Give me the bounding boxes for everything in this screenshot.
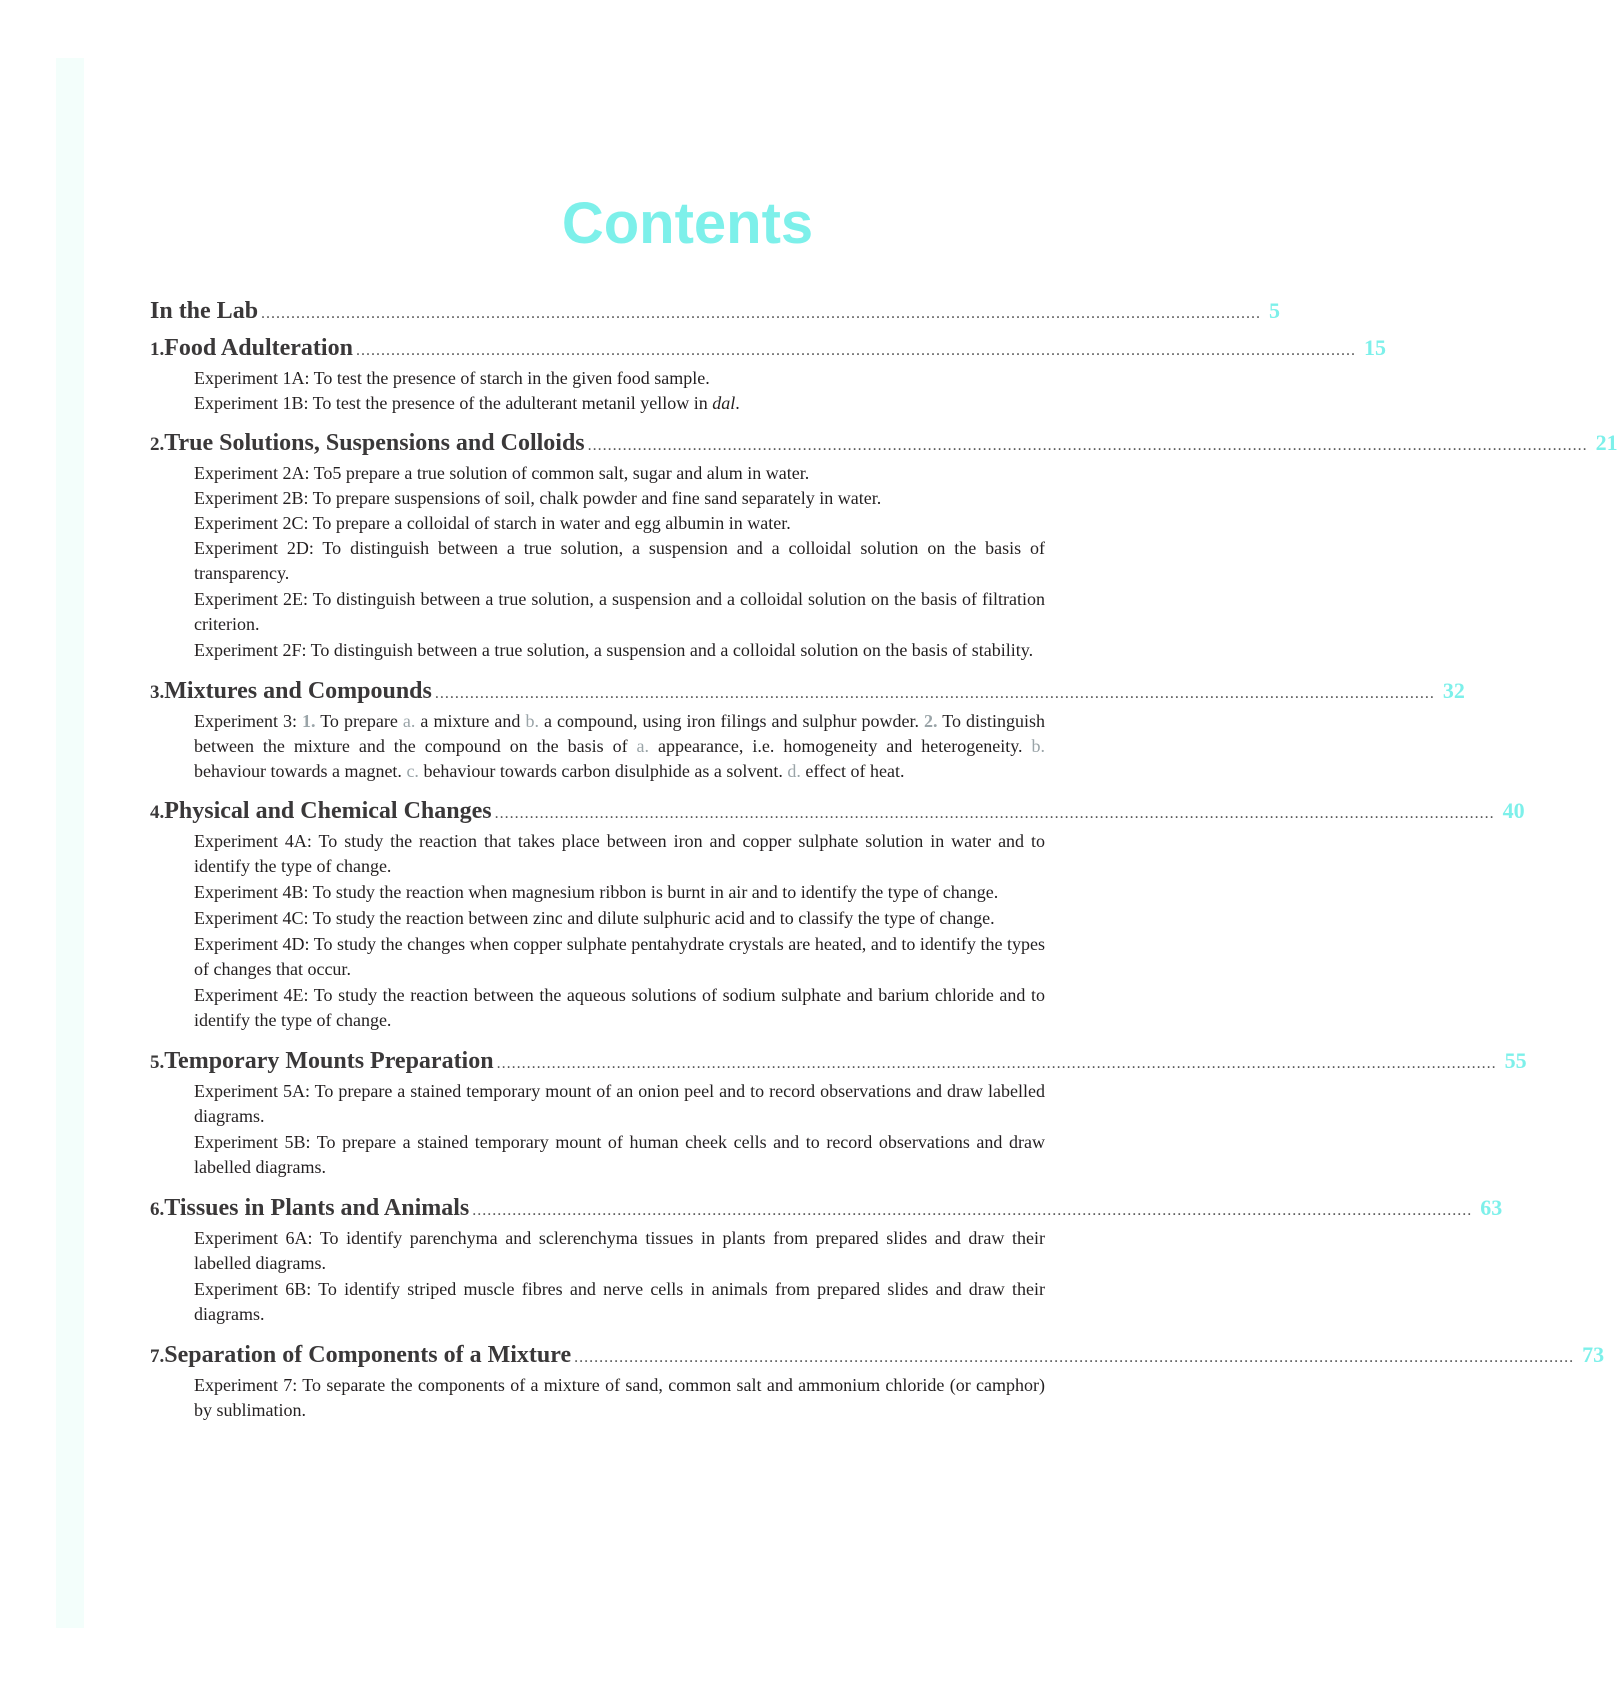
toc-intro <box>150 292 1281 329</box>
leader-dots: ........................................................................................................................................................................................................ <box>587 437 1588 454</box>
toc-chapter-3 <box>150 672 1465 792</box>
leader-dots: ........................................................................................................................................................................................................ <box>472 1202 1473 1219</box>
leader-dots: ........................................................................................................................................................................................................ <box>261 305 1262 322</box>
experiment-entry: Experiment 4D: To study the changes when copper sulphate pentahydrate crystals are heated, and to identify the types of changes that occur. <box>194 934 1045 979</box>
toc-chapter-1 <box>150 329 1386 424</box>
experiment-entry: Experiment 2F: To distinguish between a true solution, a suspension and a colloidal solution on the basis of stability. <box>194 640 1034 660</box>
chapter-number: 5. <box>150 1052 165 1073</box>
toc-page-number[interactable]: 63 <box>1480 1195 1503 1220</box>
toc-heading[interactable]: In the Lab <box>150 298 259 324</box>
leader-dots: ........................................................................................................................................................................................................ <box>574 1349 1575 1366</box>
experiment-entry: Experiment 4A: To study the reaction that takes place between iron and copper sulphate solution in water and to identify the type of change. <box>194 831 1045 876</box>
experiment-entry: Experiment 6B: To identify striped muscle fibres and nerve cells in animals from prepared slides and draw their diagrams. <box>194 1279 1045 1324</box>
chapter-number: 4. <box>150 802 165 823</box>
experiment-entry: Experiment 6A: To identify parenchyma and sclerenchyma tissues in plants from prepared slides and draw their labelled diagrams. <box>194 1228 1045 1273</box>
experiment-entry: Experiment 5A: To prepare a stained temporary mount of an onion peel and to record observations and draw labelled diagrams. <box>194 1081 1045 1126</box>
toc-page-number[interactable]: 55 <box>1504 1048 1527 1073</box>
toc-heading[interactable]: Physical and Chemical Changes <box>164 798 492 824</box>
leader-dots: ........................................................................................................................................................................................................ <box>355 342 1356 359</box>
toc-page-number[interactable]: 40 <box>1502 798 1525 823</box>
toc-chapter-5 <box>150 1042 1527 1189</box>
table-of-contents <box>150 292 1618 1424</box>
toc-heading[interactable]: Tissues in Plants and Animals <box>164 1195 470 1221</box>
toc-chapter-6 <box>150 1189 1503 1336</box>
leader-dots: ........................................................................................................................................................................................................ <box>494 805 1495 822</box>
toc-chapter-2 <box>150 424 1618 672</box>
chapter-number: 6. <box>150 1199 165 1220</box>
experiment-entry: Experiment 2E: To distinguish between a true solution, a suspension and a colloidal solution on the basis of filtration criterion. <box>194 589 1045 634</box>
side-strip <box>56 58 84 1628</box>
experiment-entry: Experiment 4C: To study the reaction between zinc and dilute sulphuric acid and to classify the type of change. <box>194 908 995 928</box>
chapter-number: 2. <box>150 434 165 455</box>
toc-heading[interactable]: True Solutions, Suspensions and Colloids <box>164 430 585 456</box>
toc-chapter-4 <box>150 792 1525 1042</box>
toc-heading[interactable]: Separation of Components of a Mixture <box>164 1342 572 1368</box>
experiment-entry: Experiment 4E: To study the reaction between the aqueous solutions of sodium sulphate and barium chloride and to identify the type of change. <box>194 985 1045 1030</box>
leader-dots: ........................................................................................................................................................................................................ <box>496 1055 1497 1072</box>
leader-dots: ........................................................................................................................................................................................................ <box>434 685 1435 702</box>
page-title: Contents <box>561 191 814 256</box>
toc-heading[interactable]: Food Adulteration <box>164 335 353 361</box>
experiment-entry: Experiment 2D: To distinguish between a true solution, a suspension and a colloidal solution on the basis of transparency. <box>194 538 1045 583</box>
chapter-number: 3. <box>150 682 165 703</box>
experiment-entry: Experiment 1A: To test the presence of starch in the given food sample. <box>194 368 710 388</box>
chapter-number: 7. <box>150 1346 165 1367</box>
experiment-entry: Experiment 7: To separate the components of a mixture of sand, common salt and ammonium chloride (or camphor) by sublimation. <box>194 1375 1045 1420</box>
toc-heading[interactable]: Temporary Mounts Preparation <box>164 1048 494 1074</box>
toc-page-number[interactable]: 73 <box>1582 1342 1605 1367</box>
toc-page-number[interactable]: 32 <box>1442 678 1465 703</box>
experiment-entry: Experiment 4B: To study the reaction when magnesium ribbon is burnt in air and to identify the type of change. <box>194 882 999 902</box>
toc-page-number[interactable]: 5 <box>1269 298 1281 323</box>
toc-chapter-7 <box>150 1336 1605 1423</box>
experiment-entry: Experiment 2C: To prepare a colloidal of starch in water and egg albumin in water. <box>194 513 791 533</box>
toc-page-number[interactable]: 21 <box>1595 430 1618 455</box>
experiment-entry: Experiment 1B: To test the presence of the adulterant metanil yellow in dal. <box>194 393 740 413</box>
experiment-entry: Experiment 2A: To5 prepare a true solution of common salt, sugar and alum in water. <box>194 463 810 483</box>
experiment-entry: Experiment 5B: To prepare a stained temporary mount of human cheek cells and to record observations and draw labelled diagrams. <box>194 1132 1045 1177</box>
chapter-number: 1. <box>150 339 165 360</box>
toc-heading[interactable]: Mixtures and Compounds <box>164 678 432 704</box>
toc-page-number[interactable]: 15 <box>1363 335 1386 360</box>
experiment-entry: Experiment 2B: To prepare suspensions of soil, chalk powder and fine sand separately in water. <box>194 488 882 508</box>
experiment-entry: Experiment 3: 1. To prepare a. a mixture and b. a compound, using iron filings and sulphur powder. 2. To distinguish between the mixture and the compound on the basis of a. appearance, i.e. homogeneity and heterogeneity. b. behaviour towards a magnet. c. behaviour towards carbon disulphide as a solvent. d. effect of heat. <box>194 711 1046 781</box>
